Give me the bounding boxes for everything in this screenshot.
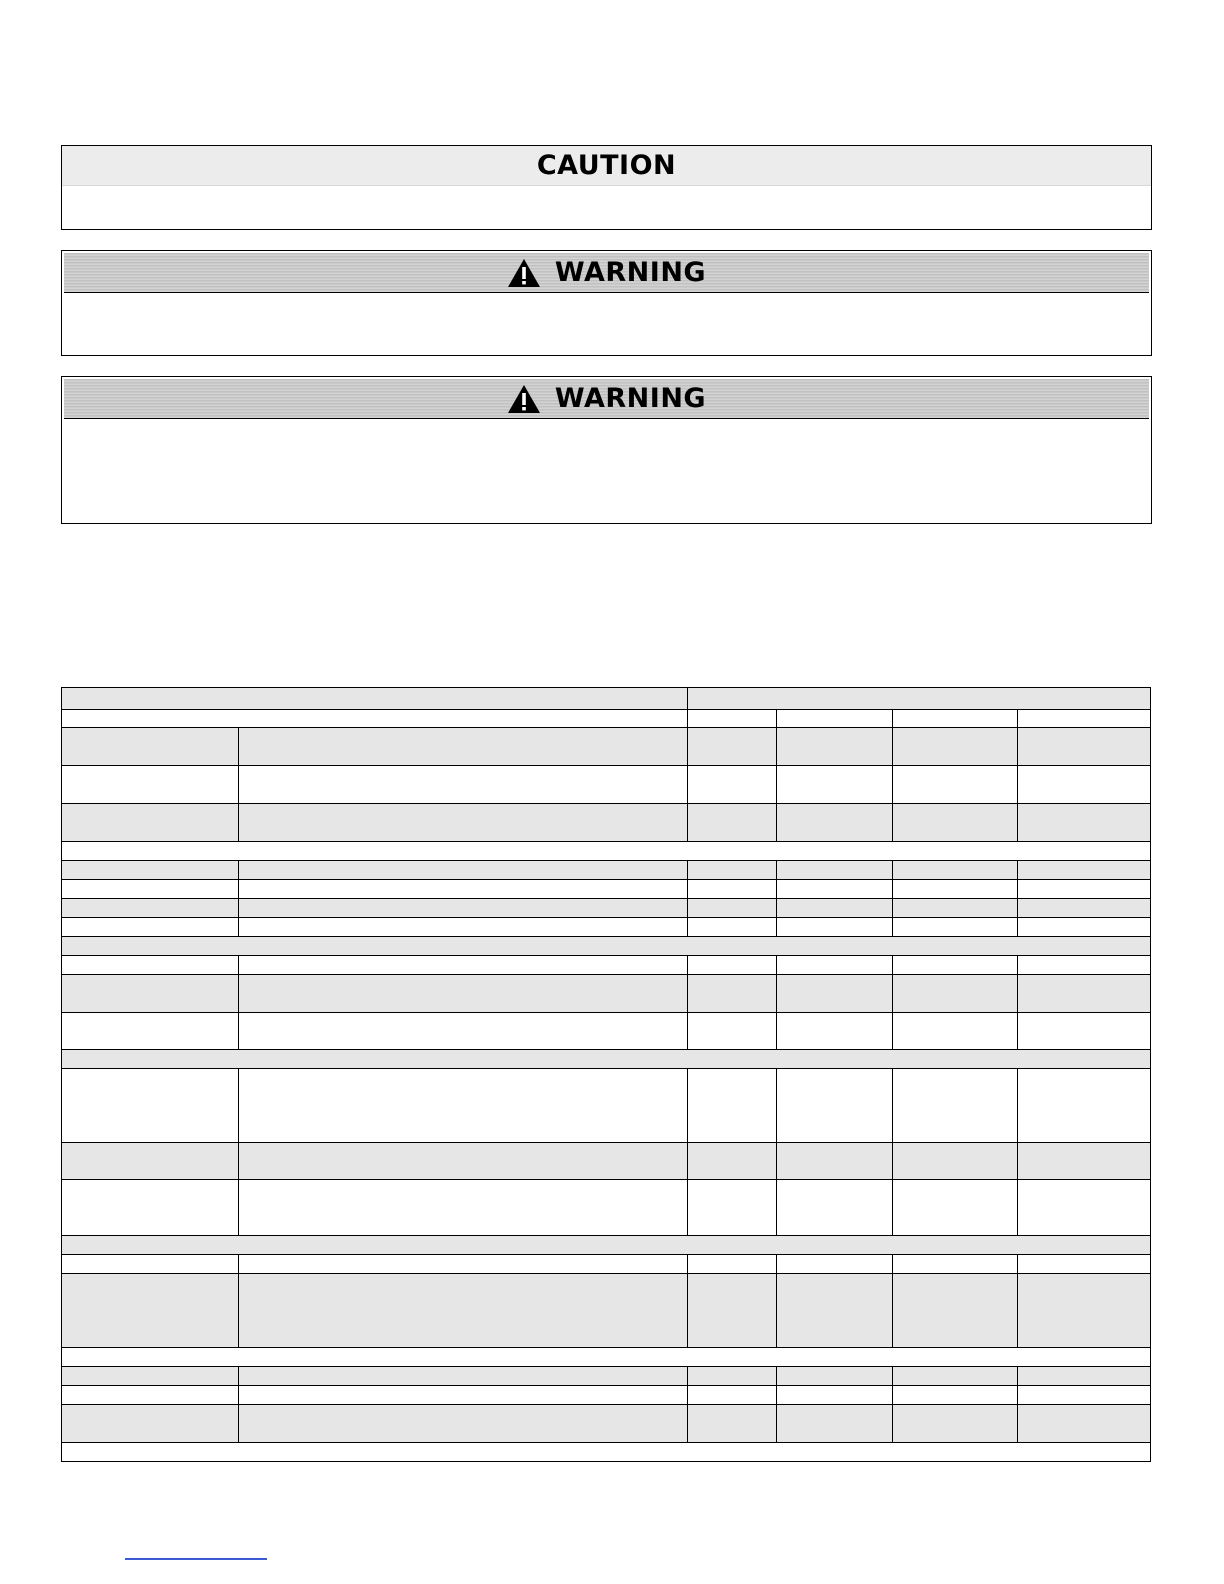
table-row [62, 861, 1151, 880]
table-cell [688, 918, 777, 937]
table-cell [688, 899, 777, 918]
caution-notice [61, 145, 1152, 230]
table-row [62, 1013, 1151, 1050]
table-cell [777, 710, 893, 728]
section-row [62, 937, 1151, 956]
table-cell [62, 1069, 239, 1143]
table-cell [893, 1069, 1018, 1143]
table-cell [893, 1255, 1018, 1274]
table-cell [777, 975, 893, 1013]
table-cell [1018, 1405, 1151, 1443]
table-cell [1018, 710, 1151, 728]
table-cell [777, 804, 893, 842]
specifications-table [61, 687, 1151, 1462]
table-cell [1018, 899, 1151, 918]
table-row [62, 880, 1151, 899]
table-cell [1018, 1143, 1151, 1180]
table-cell [688, 861, 777, 880]
table-cell [62, 842, 1151, 861]
table-cell [62, 1236, 1151, 1255]
table-cell [239, 804, 688, 842]
table-cell [893, 1143, 1018, 1180]
table-cell [239, 766, 688, 804]
table-cell [62, 880, 239, 899]
section-row [62, 842, 1151, 861]
table-cell [239, 880, 688, 899]
table-cell [688, 1069, 777, 1143]
table-cell [62, 861, 239, 880]
table-cell [62, 804, 239, 842]
table-cell [62, 1255, 239, 1274]
warning-body-2 [62, 419, 1151, 431]
table-cell [62, 1386, 239, 1405]
table-cell [893, 880, 1018, 899]
table-cell [62, 766, 239, 804]
table-cell [1018, 975, 1151, 1013]
caution-header [62, 146, 1151, 186]
warning-triangle-icon [507, 258, 541, 288]
table-cell [62, 1348, 1151, 1367]
table-cell [688, 766, 777, 804]
table-cell [893, 1274, 1018, 1348]
table-cell [777, 1143, 893, 1180]
table-cell [239, 1069, 688, 1143]
table-row [62, 728, 1151, 766]
table-cell [1018, 1180, 1151, 1236]
table-cell [777, 1405, 893, 1443]
warning-header-2 [64, 379, 1149, 419]
table-cell [239, 728, 688, 766]
table-cell [688, 1386, 777, 1405]
table-cell [1018, 728, 1151, 766]
table-cell [777, 1367, 893, 1386]
table-cell [893, 766, 1018, 804]
table-cell [239, 1255, 688, 1274]
table-cell [893, 1367, 1018, 1386]
table-row [62, 1405, 1151, 1443]
table-cell [688, 1405, 777, 1443]
table-cell [777, 1180, 893, 1236]
table-cell [893, 1386, 1018, 1405]
table-cell [777, 1013, 893, 1050]
table-cell [239, 956, 688, 975]
table-cell [239, 1405, 688, 1443]
table-cell [62, 728, 239, 766]
table-row [62, 804, 1151, 842]
table-cell [239, 1367, 688, 1386]
table-cell [1018, 804, 1151, 842]
table-cell [893, 918, 1018, 937]
table-cell [239, 975, 688, 1013]
table-cell [239, 1143, 688, 1180]
table-cell [239, 1013, 688, 1050]
table-cell [777, 1255, 893, 1274]
table-cell [62, 1180, 239, 1236]
table-row [62, 899, 1151, 918]
section-row [62, 1348, 1151, 1367]
table-cell [688, 804, 777, 842]
table-row [62, 918, 1151, 937]
table-cell [1018, 1386, 1151, 1405]
table-cell [893, 804, 1018, 842]
table-cell [1018, 1255, 1151, 1274]
table-cell [1018, 880, 1151, 899]
table-cell [893, 956, 1018, 975]
table-cell [62, 1443, 1151, 1462]
table-row [62, 975, 1151, 1013]
table-row [62, 1180, 1151, 1236]
warning-heading-2: WARNING [554, 383, 707, 414]
table-cell [62, 1274, 239, 1348]
table-cell [688, 688, 1151, 710]
footer-link[interactable] [125, 1558, 267, 1560]
table-row [62, 1367, 1151, 1386]
caution-heading: CAUTION [536, 150, 677, 181]
table-cell [688, 1274, 777, 1348]
table-cell [777, 1069, 893, 1143]
table-cell [239, 1180, 688, 1236]
table-cell [62, 1050, 1151, 1069]
section-row [62, 1050, 1151, 1069]
table-cell [1018, 1274, 1151, 1348]
table-subheader-row [62, 710, 1151, 728]
section-row [62, 1443, 1151, 1462]
table-cell [1018, 1069, 1151, 1143]
table-cell [62, 899, 239, 918]
caution-body [62, 186, 1151, 198]
table-cell [893, 1180, 1018, 1236]
table-cell [777, 899, 893, 918]
table-cell [688, 1143, 777, 1180]
table-cell [893, 975, 1018, 1013]
table-cell [62, 710, 688, 728]
table-row [62, 956, 1151, 975]
table-cell [688, 956, 777, 975]
warning-triangle-icon [507, 384, 541, 414]
table-cell [239, 1386, 688, 1405]
table-cell [688, 1255, 777, 1274]
table-cell [239, 861, 688, 880]
table-cell [1018, 766, 1151, 804]
table-cell [777, 956, 893, 975]
table-cell [893, 710, 1018, 728]
table-cell [688, 710, 777, 728]
table-cell [239, 1274, 688, 1348]
table-cell [777, 1386, 893, 1405]
table-cell [688, 1367, 777, 1386]
table-cell [688, 1013, 777, 1050]
table-cell [239, 899, 688, 918]
warning-notice-1 [61, 250, 1152, 356]
table-cell [777, 861, 893, 880]
table-row [62, 1274, 1151, 1348]
table-cell [893, 1013, 1018, 1050]
table-cell [688, 975, 777, 1013]
table-row [62, 766, 1151, 804]
table-cell [1018, 1367, 1151, 1386]
table-cell [1018, 956, 1151, 975]
section-row [62, 1236, 1151, 1255]
table-cell [62, 688, 688, 710]
table-cell [62, 956, 239, 975]
warning-header-1 [64, 253, 1149, 293]
table-cell [62, 918, 239, 937]
table-cell [777, 1274, 893, 1348]
table-cell [239, 918, 688, 937]
table-row [62, 1069, 1151, 1143]
table-cell [62, 1013, 239, 1050]
table-row [62, 1386, 1151, 1405]
table-row [62, 1255, 1151, 1274]
table-cell [688, 728, 777, 766]
table-cell [777, 880, 893, 899]
table-cell [62, 1143, 239, 1180]
table-cell [688, 1180, 777, 1236]
table-cell [62, 937, 1151, 956]
warning-body-1 [62, 293, 1151, 305]
table-cell [688, 880, 777, 899]
table-cell [893, 1405, 1018, 1443]
table-cell [777, 918, 893, 937]
table-cell [893, 728, 1018, 766]
table-cell [1018, 861, 1151, 880]
warning-heading-1: WARNING [554, 257, 707, 288]
table-cell [893, 861, 1018, 880]
warning-notice-2 [61, 376, 1152, 524]
table-cell [62, 1405, 239, 1443]
table-cell [893, 899, 1018, 918]
table-cell [62, 975, 239, 1013]
table-cell [1018, 918, 1151, 937]
table-cell [1018, 1013, 1151, 1050]
table-cell [777, 766, 893, 804]
table-row [62, 1143, 1151, 1180]
table-cell [777, 728, 893, 766]
table-cell [62, 1367, 239, 1386]
table-header-row [62, 688, 1151, 710]
